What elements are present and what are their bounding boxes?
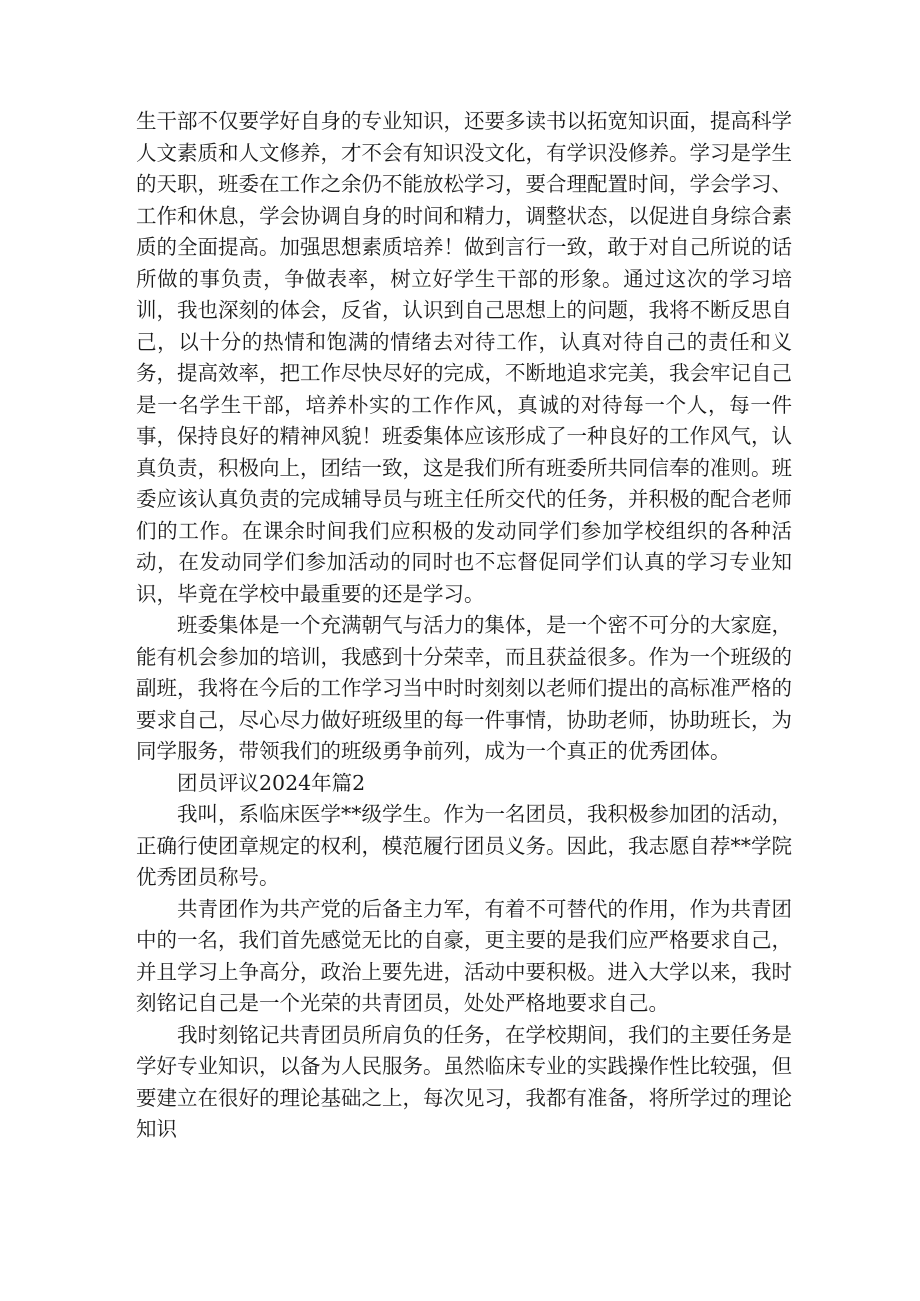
paragraph-3: 我叫，系临床医学**级学生。作为一名团员，我积极参加团的活动，正确行使团章规定的权利，模范履行团员义务。因此，我志愿自荐**学院优秀团员称号。 (136, 802, 792, 889)
paragraph-1: 生干部不仅要学好自身的专业知识，还要多读书以拓宽知识面，提高科学人文素质和人文修养，才不会有知识没文化，有学识没修养。学习是学生的天职，班委在工作之余仍不能放松学习，要合理配置时间，学会学习、工作和休息，学会协调自身的时间和精力，调整状态，以促进自身综合素质的全面提高。加强思想素质培养！做到言行一致，敢于对自己所说的话所做的事负责，争做表率，树立好学生干部的形象。通过这次的学习培训，我也深刻的体会，反省，认识到自己思想上的问题，我将不断反思自己，以十分的热情和饱满的情绪去对待工作，认真对待自己的责任和义务，提高效率，把工作尽快尽好的完成，不断地追求完美，我会牢记自己是一名学生干部，培养朴实的工作作风，真诚的对待每一个人，每一件事，保持良好的精神风貌！班委集体应该形成了一种良好的工作风气，认真负责，积极向上，团结一致，这是我们所有班委所共同信奉的准则。班委应该认真负责的完成辅导员与班主任所交代的任务，并积极的配合老师们的工作。在课余时间我们应积极的发动同学们参加学校组织的各种活动，在发动同学们参加活动的同时也不忘督促同学们认真的学习专业知识，毕竟在学校中最重要的还是学习。 (136, 109, 792, 606)
paragraph-4: 共青团作为共产党的后备主力军，有着不可替代的作用，作为共青团中的一名，我们首先感觉无比的自豪，更主要的是我们应严格要求自己，并且学习上争高分，政治上要先进，活动中要积极。进入大学以来，我时刻铭记自己是一个光荣的共青团员，处处严格地要求自己。 (136, 896, 792, 1015)
paragraph-5: 我时刻铭记共青团员所肩负的任务，在学校期间，我们的主要任务是学好专业知识，以备为人民服务。虽然临床专业的实践操作性比较强，但要建立在很好的理论基础之上，每次见习，我都有准备，将所学过的理论知识 (136, 1022, 792, 1141)
paragraph-2: 班委集体是一个充满朝气与活力的集体，是一个密不可分的大家庭，能有机会参加的培训，我感到十分荣幸，而且获益很多。作为一个班级的副班，我将在今后的工作学习当中时时刻刻以老师们提出的高标准严格的要求自己，尽心尽力做好班级里的每一件事情，协助老师，协助班长，为同学服务，带领我们的班级勇争前列，成为一个真正的优秀团体。 (136, 613, 792, 763)
document-page (136, 106, 792, 1146)
section-title: 团员评议2024年篇2 (177, 770, 366, 795)
